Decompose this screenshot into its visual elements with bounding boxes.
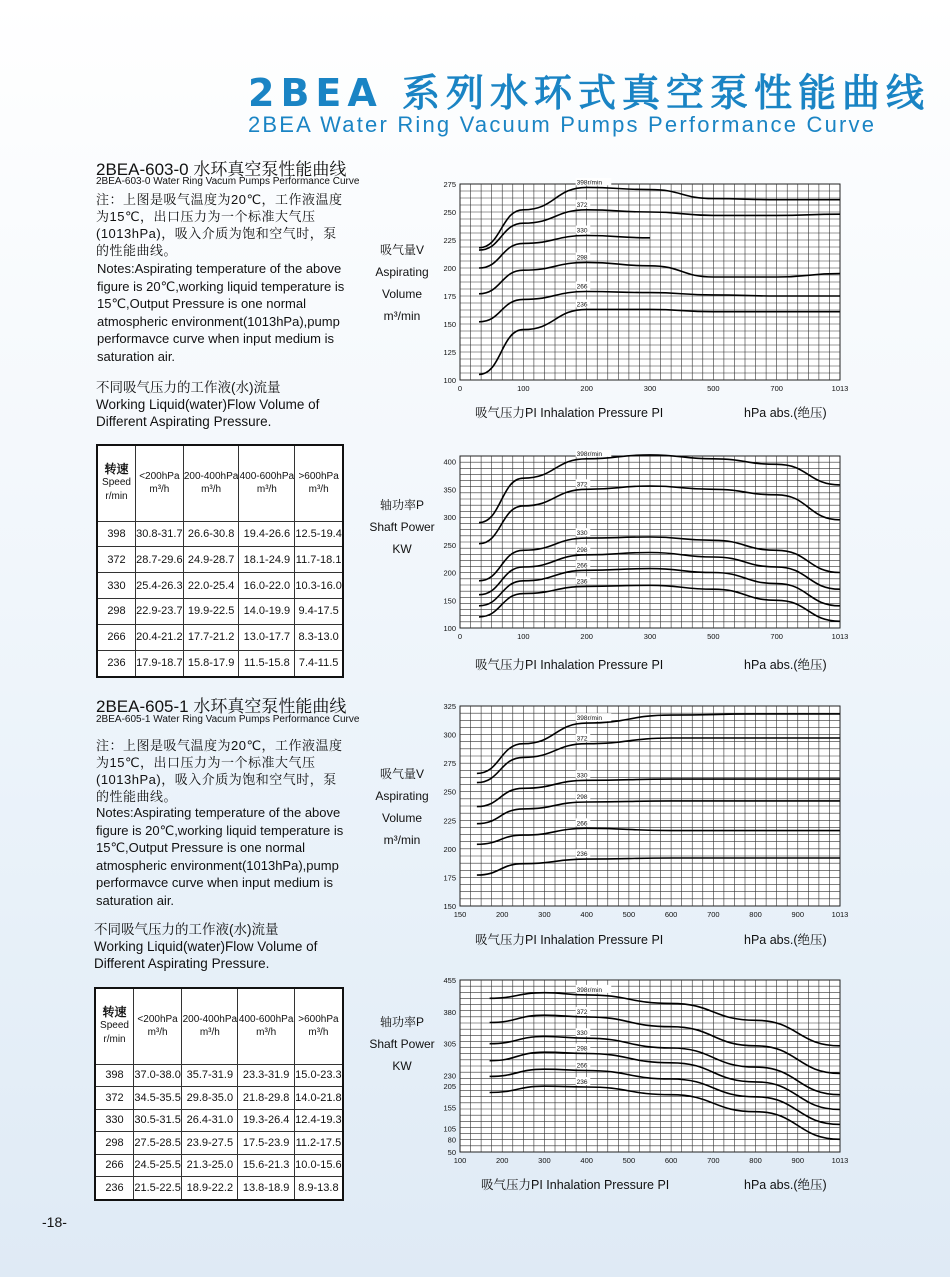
series-label: 372	[576, 201, 588, 209]
x-tick-label: 600	[664, 910, 678, 919]
series-label: 372	[576, 1008, 588, 1016]
series-label: 372	[576, 735, 588, 743]
x-tick-label: 200	[580, 384, 593, 393]
y-tick-label: 250	[443, 787, 456, 797]
series-label: 372	[576, 481, 588, 489]
y-tick-label: 400	[443, 457, 456, 467]
x-tick-label: 800	[749, 910, 762, 919]
model-title: 2BEA-605-1 水环真空泵性能曲线	[96, 697, 347, 716]
x-axis-caption: 吸气压力PI Inhalation Pressure PI	[481, 1178, 670, 1192]
y-tick-label: 380	[443, 1007, 456, 1017]
y-tick-label: 100	[443, 624, 456, 633]
y-tick-label: 275	[443, 759, 456, 769]
model-subtitle: 2BEA-603-0 Water Ring Vacum Pumps Performance Curve	[96, 176, 360, 187]
series-label: 298	[576, 254, 588, 262]
y-tick-label: 225	[443, 236, 456, 245]
x-axis-unit: hPa abs.(绝压)	[744, 1178, 827, 1192]
y-tick-label: 455	[443, 976, 456, 985]
series-label: 398r/min	[576, 179, 602, 187]
y-tick-label: 200	[443, 264, 456, 273]
x-tick-label: 150	[453, 910, 467, 919]
model-subtitle: 2BEA-605-1 Water Ring Vacum Pumps Performance Curve	[96, 714, 360, 725]
x-tick-label: 1013	[831, 910, 848, 919]
power-axis-label: 轴功率P Shaft Power KW	[369, 1015, 435, 1073]
flow-title	[94, 921, 344, 972]
page-title-en: 2BEA Water Ring Vacuum Pumps Performance Curve	[248, 112, 877, 137]
table-row: 330 30.5-31.5 26.4-31.0 19.3-26.4 12.4-19.3	[95, 1109, 343, 1132]
series-label: 298	[576, 794, 588, 801]
y-tick-label: 155	[443, 1103, 456, 1113]
flow-title	[96, 379, 346, 430]
x-tick-label: 400	[580, 910, 593, 919]
table-row: 236 17.9-18.7 15.8-17.9 11.5-15.8 7.4-11.5	[97, 650, 343, 677]
series-label: 236	[576, 851, 588, 859]
series-label: 398r/min	[576, 715, 602, 723]
series-label: 298	[576, 1045, 588, 1053]
series-label: 398r/min	[576, 450, 602, 458]
series-label: 266	[576, 820, 588, 828]
column-header: >600hPa m³/h	[295, 445, 343, 521]
series-label: 330	[576, 530, 588, 538]
y-tick-label: 250	[443, 208, 456, 217]
x-tick-label: 0	[457, 632, 463, 641]
y-tick-label: 205	[443, 1082, 456, 1092]
y-tick-label: 350	[443, 485, 456, 495]
chart-605-power	[430, 974, 848, 1172]
table-row: 298 27.5-28.5 23.9-27.5 17.5-23.9 11.2-17.5	[95, 1132, 343, 1155]
x-tick-label: 1013	[831, 1156, 848, 1165]
flow-title-en: Working Liquid(water)Flow Volume of Different Aspirating Pressure.	[94, 939, 318, 971]
x-tick-label: 600	[664, 1156, 678, 1165]
y-tick-label: 200	[443, 844, 456, 854]
x-axis-caption: 吸气压力PI Inhalation Pressure PI	[475, 658, 664, 672]
x-tick-label: 300	[643, 632, 657, 641]
x-axis-unit: hPa abs.(绝压)	[744, 933, 827, 947]
y-tick-label: 125	[443, 348, 456, 357]
x-tick-label: 500	[622, 910, 636, 919]
y-tick-label: 200	[443, 568, 456, 578]
flow-title-cn: 不同吸气压力的工作液(水)流量	[96, 380, 281, 395]
flow-title-en: Working Liquid(water)Flow Volume of Different Aspirating Pressure.	[96, 397, 320, 429]
x-tick-label: 800	[749, 1156, 762, 1165]
volume-axis-label: 吸气量V Aspirating Volume m³/min	[375, 767, 429, 847]
y-tick-label: 50	[447, 1148, 456, 1157]
y-tick-label: 105	[443, 1124, 456, 1134]
x-tick-label: 100	[453, 1156, 467, 1165]
x-tick-label: 100	[517, 632, 530, 641]
model-title: 2BEA-603-0 水环真空泵性能曲线	[96, 160, 347, 179]
note-en: Notes:Aspirating temperature of the above figure is 20℃,working liquid temperature is 15℃,Output Pressure is one normal atmospheric environment(1013hPa),pump performavce curve when input medium is saturation air.	[96, 805, 344, 908]
column-header: >600hPa m³/h	[294, 988, 343, 1064]
x-tick-label: 900	[791, 1156, 805, 1165]
column-header: 400-600hPa m³/h	[239, 445, 295, 521]
page-title-cn: 2BEA 系列水环式真空泵性能曲线	[248, 71, 931, 115]
flow-table	[94, 987, 344, 1201]
table-row: 236 21.5-22.5 18.9-22.2 13.8-18.9 8.9-13.8	[95, 1177, 343, 1200]
table-row: 266 24.5-25.5 21.3-25.0 15.6-21.3 10.0-15.6	[95, 1154, 343, 1177]
column-header: 400-600hPa m³/h	[238, 988, 294, 1064]
column-header: 200-400hPa m³/h	[183, 445, 239, 521]
x-tick-label: 100	[517, 384, 530, 393]
y-tick-label: 150	[443, 320, 456, 329]
power-axis-label: 轴功率P Shaft Power KW	[369, 498, 435, 556]
series-label: 330	[576, 227, 588, 235]
x-tick-label: 700	[707, 1156, 720, 1165]
x-tick-label: 400	[580, 1156, 593, 1165]
y-tick-label: 225	[443, 816, 456, 826]
x-axis-caption: 吸气压力PI Inhalation Pressure PI	[475, 406, 664, 420]
note-en: Notes:Aspirating temperature of the above figure is 20℃,working liquid temperature is 15℃,Output Pressure is one normal atmospheric environment(1013hPa),pump performavce curve when input medium is saturation air.	[97, 261, 345, 364]
flow-title-cn: 不同吸气压力的工作液(水)流量	[94, 922, 279, 937]
y-tick-label: 80	[447, 1135, 456, 1145]
x-tick-label: 300	[643, 384, 657, 393]
series-label: 236	[576, 301, 588, 309]
series-label: 236	[576, 578, 588, 586]
x-tick-label: 300	[538, 910, 551, 919]
y-tick-label: 150	[443, 902, 456, 911]
chart-605-volume	[430, 700, 848, 926]
x-tick-label: 700	[770, 384, 783, 393]
x-tick-label: 700	[707, 910, 720, 919]
table-row: 372 28.7-29.6 24.9-28.7 18.1-24.9 11.7-18.1	[97, 547, 343, 573]
y-tick-label: 300	[443, 730, 456, 740]
x-tick-label: 500	[622, 1156, 636, 1165]
x-tick-label: 200	[580, 632, 593, 641]
x-axis-unit: hPa abs.(绝压)	[744, 658, 827, 672]
y-tick-label: 175	[443, 873, 456, 883]
x-tick-label: 500	[707, 384, 720, 393]
note-cn: 注：上图是吸气温度为20℃，工作液温度为15℃，出口压力为一个标准大气压(1013hPa)，吸入介质为饱和空气时，泵的性能曲线。	[96, 738, 343, 804]
series-label: 266	[576, 1062, 588, 1070]
flow-table	[96, 444, 344, 678]
chart-603-power	[430, 450, 848, 648]
x-tick-label: 200	[495, 910, 509, 919]
y-tick-label: 300	[443, 513, 456, 523]
column-header: <200hPa m³/h	[134, 988, 182, 1064]
x-axis-unit: hPa abs.(绝压)	[744, 406, 827, 420]
page-number: -18-	[42, 1214, 67, 1230]
speed-header: 转速 Speed r/min	[97, 445, 136, 521]
volume-axis-label: 吸气量V Aspirating Volume m³/min	[375, 243, 429, 323]
series-label: 330	[576, 772, 588, 780]
x-tick-label: 900	[791, 910, 805, 919]
x-tick-label: 200	[495, 1156, 509, 1165]
note-cn: 注：上图是吸气温度为20℃，工作液温度为15℃，出口压力为一个标准大气压(1013hPa)，吸入介质为饱和空气时，泵的性能曲线。	[96, 192, 343, 258]
y-tick-label: 305	[443, 1039, 456, 1049]
x-tick-label: 500	[707, 632, 720, 641]
speed-header: 转速 Speed r/min	[95, 988, 134, 1064]
series-label: 266	[576, 562, 588, 570]
y-tick-label: 230	[443, 1071, 456, 1081]
x-tick-label: 300	[538, 1156, 551, 1165]
table-row: 266 20.4-21.2 17.7-21.2 13.0-17.7 8.3-13.0	[97, 624, 343, 650]
x-tick-label: 1013	[831, 384, 848, 393]
series-label: 330	[576, 1030, 588, 1038]
column-header: 200-400hPa m³/h	[182, 988, 238, 1064]
series-label: 398r/min	[576, 986, 602, 994]
y-tick-label: 175	[443, 292, 456, 301]
chart-603-volume	[430, 178, 848, 400]
x-tick-label: 1013	[831, 632, 848, 641]
y-tick-label: 100	[443, 376, 456, 385]
table-row: 372 34.5-35.5 29.8-35.0 21.8-29.8 14.0-21.8	[95, 1087, 343, 1110]
y-tick-label: 325	[443, 702, 456, 711]
series-label: 266	[576, 283, 588, 291]
table-row: 330 25.4-26.3 22.0-25.4 16.0-22.0 10.3-16.0	[97, 573, 343, 599]
table-row: 298 22.9-23.7 19.9-22.5 14.0-19.9 9.4-17.5	[97, 598, 343, 624]
column-header: <200hPa m³/h	[136, 445, 184, 521]
y-tick-label: 150	[443, 596, 456, 606]
x-tick-label: 0	[457, 384, 463, 393]
table-row: 398 30.8-31.7 26.6-30.8 19.4-26.6 12.5-19.4	[97, 521, 343, 547]
series-label: 236	[576, 1079, 588, 1087]
x-tick-label: 700	[770, 632, 783, 641]
x-axis-caption: 吸气压力PI Inhalation Pressure PI	[475, 933, 664, 947]
y-tick-label: 275	[443, 180, 456, 189]
y-tick-label: 250	[443, 540, 456, 550]
table-row: 398 37.0-38.0 35.7-31.9 23.3-31.9 15.0-23.3	[95, 1064, 343, 1087]
series-label: 298	[576, 546, 588, 554]
